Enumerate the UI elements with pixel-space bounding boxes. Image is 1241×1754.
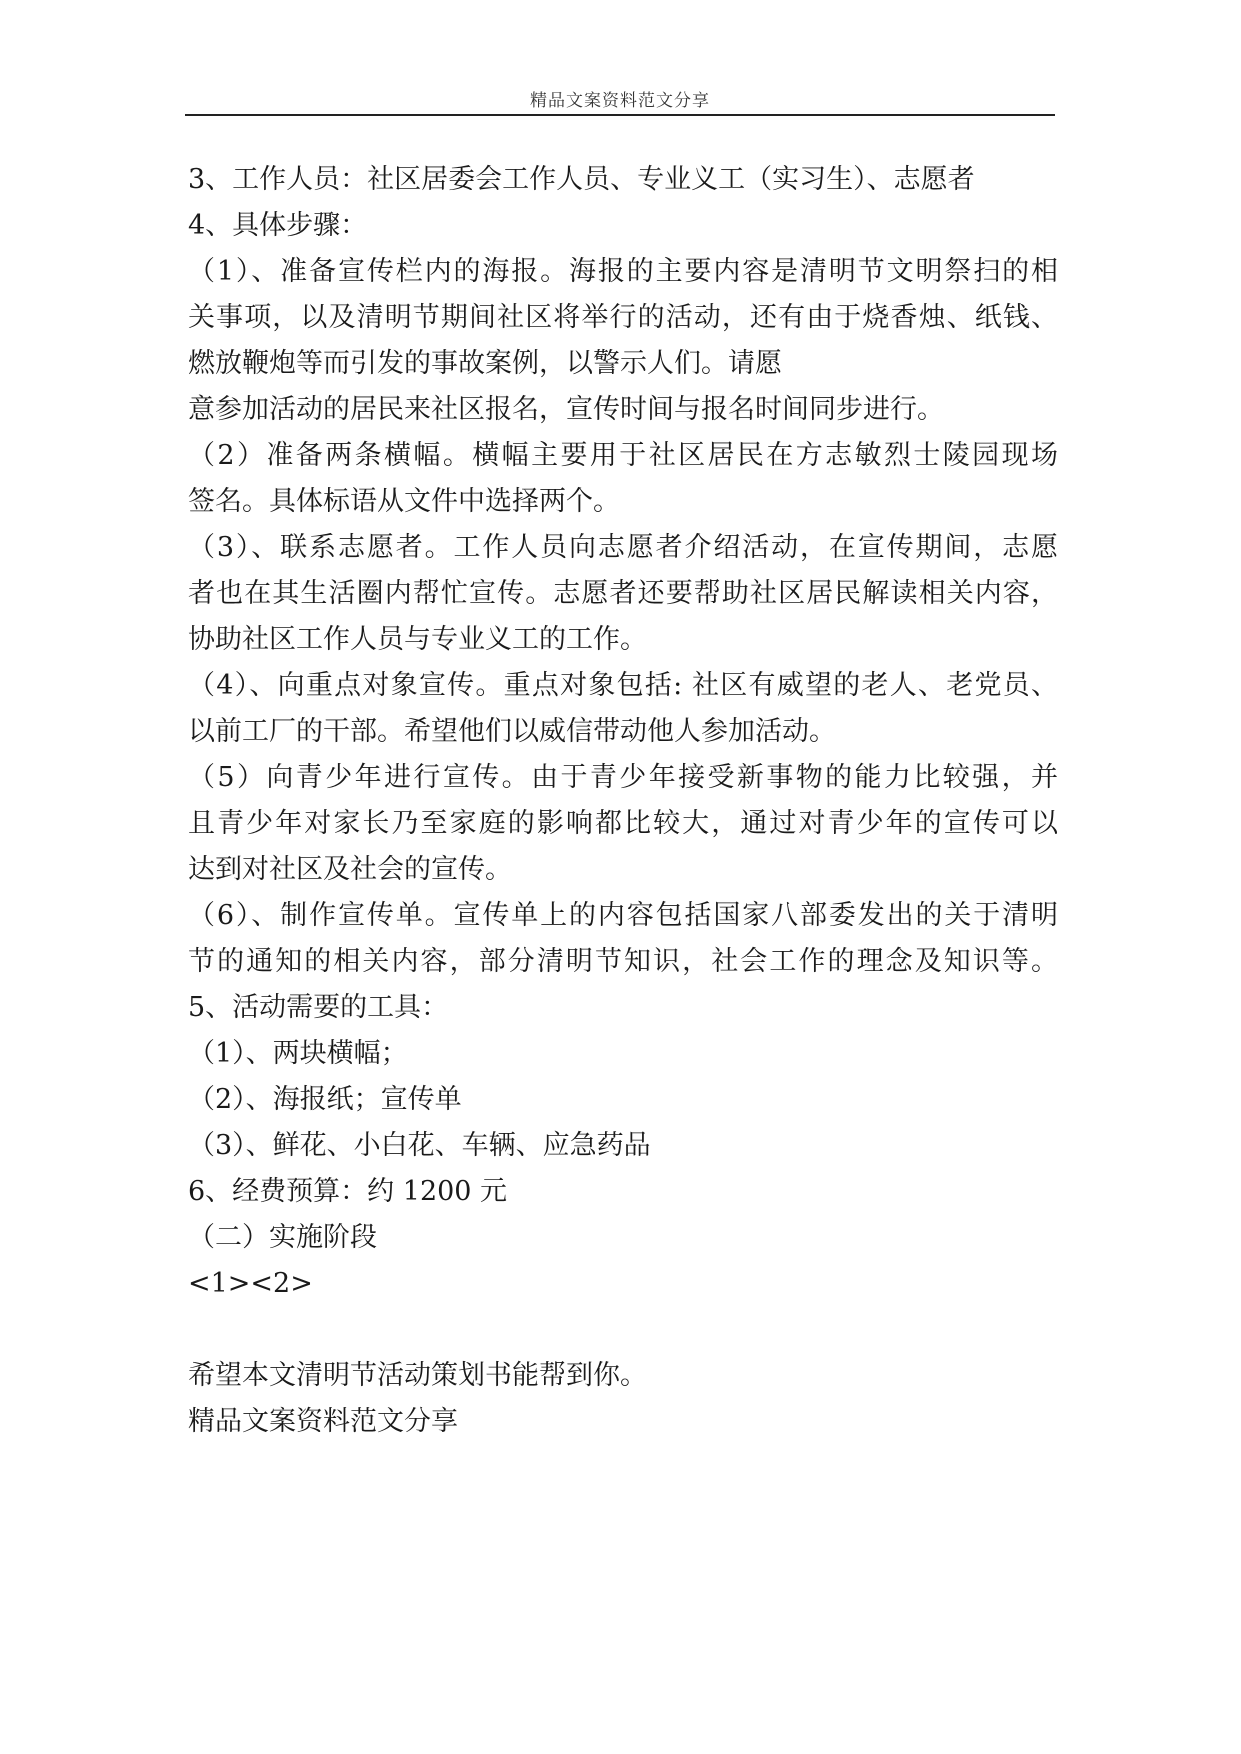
text-line: 协助社区工作人员与专业义工的工作。 xyxy=(188,624,647,655)
text-line: 节的通知的相关内容，部分清明节知识，社会工作的理念及知识等。 xyxy=(188,946,1058,977)
text-line: （1）、两块横幅； xyxy=(188,1038,408,1069)
text-line: （6）、制作宣传单。宣传单上的内容包括国家八部委发出的关于清明 xyxy=(188,900,1058,931)
text-line: 4、具体步骤： xyxy=(188,210,368,241)
text-line: 燃放鞭炮等而引发的事故案例，以警示人们。请愿 xyxy=(188,348,782,379)
text-line: （二）实施阶段 xyxy=(188,1222,377,1253)
blank-line xyxy=(188,1307,1058,1353)
text-line: （1）、准备宣传栏内的海报。海报的主要内容是清明节文明祭扫的相 xyxy=(188,256,1058,287)
document-body xyxy=(188,157,1058,1445)
text-line: （2）准备两条横幅。横幅主要用于社区居民在方志敏烈士陵园现场 xyxy=(188,440,1058,471)
text-line: 精品文案资料范文分享 xyxy=(188,1406,458,1437)
text-line: <1><2> xyxy=(188,1268,313,1299)
text-line: （3）、联系志愿者。工作人员向志愿者介绍活动，在宣传期间，志愿 xyxy=(188,532,1058,563)
text-line: 签名。具体标语从文件中选择两个。 xyxy=(188,486,620,517)
text-line: 6、经费预算：约 1200 元 xyxy=(188,1176,508,1207)
text-line: 希望本文清明节活动策划书能帮到你。 xyxy=(188,1360,647,1391)
text-line: 者也在其生活圈内帮忙宣传。志愿者还要帮助社区居民解读相关内容， xyxy=(188,578,1058,609)
text-line: （5）向青少年进行宣传。由于青少年接受新事物的能力比较强，并 xyxy=(188,762,1058,793)
text-line: 关事项，以及清明节期间社区将举行的活动，还有由于烧香烛、纸钱、 xyxy=(188,302,1058,333)
text-line: （4）、向重点对象宣传。重点对象包括: 社区有威望的老人、老党员、 xyxy=(188,670,1058,701)
text-line: （3）、鲜花、小白花、车辆、应急药品 xyxy=(188,1130,651,1161)
text-line: （2）、海报纸；宣传单 xyxy=(188,1084,462,1115)
text-line: 且青少年对家长乃至家庭的影响都比较大，通过对青少年的宣传可以 xyxy=(188,808,1058,839)
text-line: 以前工厂的干部。希望他们以威信带动他人参加活动。 xyxy=(188,716,836,747)
text-line: 3、工作人员：社区居委会工作人员、专业义工（实习生）、志愿者 xyxy=(188,164,975,195)
text-line: 意参加活动的居民来社区报名，宣传时间与报名时间同步进行。 xyxy=(188,394,944,425)
text-line: 达到对社区及社会的宣传。 xyxy=(188,854,512,885)
text-line: 5、活动需要的工具： xyxy=(188,992,449,1023)
page-header: 精品文案资料范文分享 xyxy=(530,91,710,111)
header-divider xyxy=(185,114,1055,116)
